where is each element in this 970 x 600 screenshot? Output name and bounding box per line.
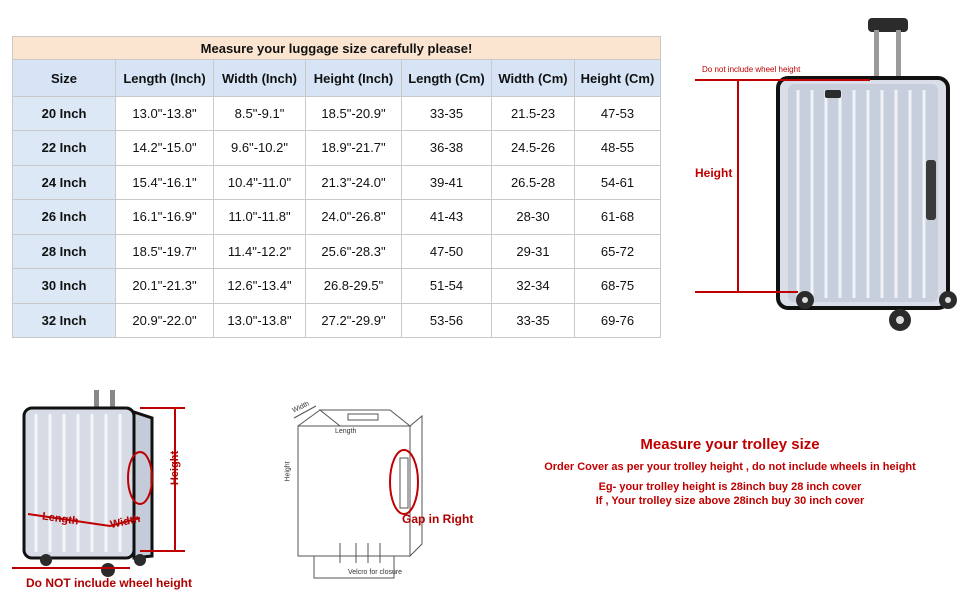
table-row [13,96,661,130]
table-row [13,303,661,338]
measurement-cell: 51-54 [402,269,492,303]
measurement-cell: 12.6"-13.4" [214,269,306,303]
table-row [13,131,661,165]
measurement-cell: 32-34 [492,269,575,303]
header-length-cm: Length (Cm) [402,60,492,96]
no-wheel-note: Do not include wheel height [702,65,801,74]
measurement-cell: 26.5-28 [492,165,575,199]
measurement-cell: 26.8-29.5" [306,269,402,303]
height-label-top: Height [695,166,733,180]
measurement-cell: 18.5"-20.9" [306,96,402,130]
measurement-cell: 21.5-23 [492,96,575,130]
measurement-cell: 24.0"-26.8" [306,200,402,234]
measurement-cell: 36-38 [402,131,492,165]
measurement-cell: 15.4"-16.1" [116,165,214,199]
measurement-cell: 13.0"-13.8" [116,96,214,130]
measurement-cell: 29-31 [492,234,575,268]
table-title-row [13,37,661,60]
cover-outline [294,406,422,578]
size-cell: 26 Inch [13,200,116,234]
height-label-side: Height [169,450,182,486]
size-chart-table [12,36,661,338]
measurement-cell: 24.5-26 [492,131,575,165]
measurement-cell: 16.1"-16.9" [116,200,214,234]
suitcase-side-photo [10,388,210,593]
table-header-row [13,60,661,96]
instructions-block [500,436,960,507]
header-width-inch: Width (Inch) [214,60,306,96]
length-label-side: Length [41,510,80,528]
size-cell: 32 Inch [13,303,116,338]
size-cell: 28 Inch [13,234,116,268]
measurement-cell: 9.6"-10.2" [214,131,306,165]
measurement-cell: 65-72 [575,234,661,268]
size-cell: 20 Inch [13,96,116,130]
size-cell: 30 Inch [13,269,116,303]
measurement-cell: 33-35 [402,96,492,130]
table-row [13,165,661,199]
table-body [13,96,661,337]
measurement-cell: 47-53 [575,96,661,130]
measurement-cell: 21.3"-24.0" [306,165,402,199]
diagram-length-label: Length [335,428,357,435]
measurement-cell: 61-68 [575,200,661,234]
measurement-cell: 27.2"-29.9" [306,303,402,338]
measurement-cell: 20.9"-22.0" [116,303,214,338]
size-cell: 24 Inch [13,165,116,199]
header-height-inch: Height (Inch) [306,60,402,96]
measurement-cell: 13.0"-13.8" [214,303,306,338]
instructions-line-2: Eg- your trolley height is 28inch buy 28 inch cover [598,481,862,493]
suitcase-body-side [24,390,152,558]
measurement-cell: 68-75 [575,269,661,303]
measurement-cell: 11.4"-12.2" [214,234,306,268]
measurement-cell: 11.0"-11.8" [214,200,306,234]
diagram-height-label: Height [284,461,292,482]
measurement-cell: 53-56 [402,303,492,338]
table-row [13,269,661,303]
measurement-cell: 18.5"-19.7" [116,234,214,268]
table-row [13,200,661,234]
measurement-cell: 54-61 [575,165,661,199]
size-cell: 22 Inch [13,131,116,165]
instructions-title: Measure your trolley size [640,436,820,453]
suitcase-body [778,78,948,308]
measurement-cell: 25.6"-28.3" [306,234,402,268]
measurement-cell: 14.2"-15.0" [116,131,214,165]
measurement-cell: 8.5"-9.1" [214,96,306,130]
cover-line-diagram [280,398,480,588]
measurement-cell: 39-41 [402,165,492,199]
measurement-cell: 10.4"-11.0" [214,165,306,199]
instructions-line-3: If , Your trolley size above 28inch buy 30 inch cover [595,495,865,507]
header-size: Size [13,60,116,96]
gap-in-right-label: Gap in Right [402,512,474,526]
measurement-cell: 20.1"-21.3" [116,269,214,303]
measurement-cell: 69-76 [575,303,661,338]
measurement-cell: 47-50 [402,234,492,268]
header-height-cm: Height (Cm) [575,60,661,96]
table-row [13,234,661,268]
table-title: Measure your luggage size carefully please! [13,37,661,60]
width-label-side: Width [109,512,142,532]
header-length-inch: Length (Inch) [116,60,214,96]
diagram-width-label: Width [291,400,311,415]
no-wheel-caption: Do NOT include wheel height [26,576,193,590]
measurement-cell: 28-30 [492,200,575,234]
gap-highlight-ring [390,450,418,514]
velcro-label: Velcro for closure [348,569,403,576]
header-width-cm: Width (Cm) [492,60,575,96]
measurement-cell: 41-43 [402,200,492,234]
measurement-cell: 48-55 [575,131,661,165]
instructions-line-1: Order Cover as per your trolley height , do not include wheels in height [544,461,916,473]
measurement-cell: 33-35 [492,303,575,338]
measurement-cell: 18.9"-21.7" [306,131,402,165]
